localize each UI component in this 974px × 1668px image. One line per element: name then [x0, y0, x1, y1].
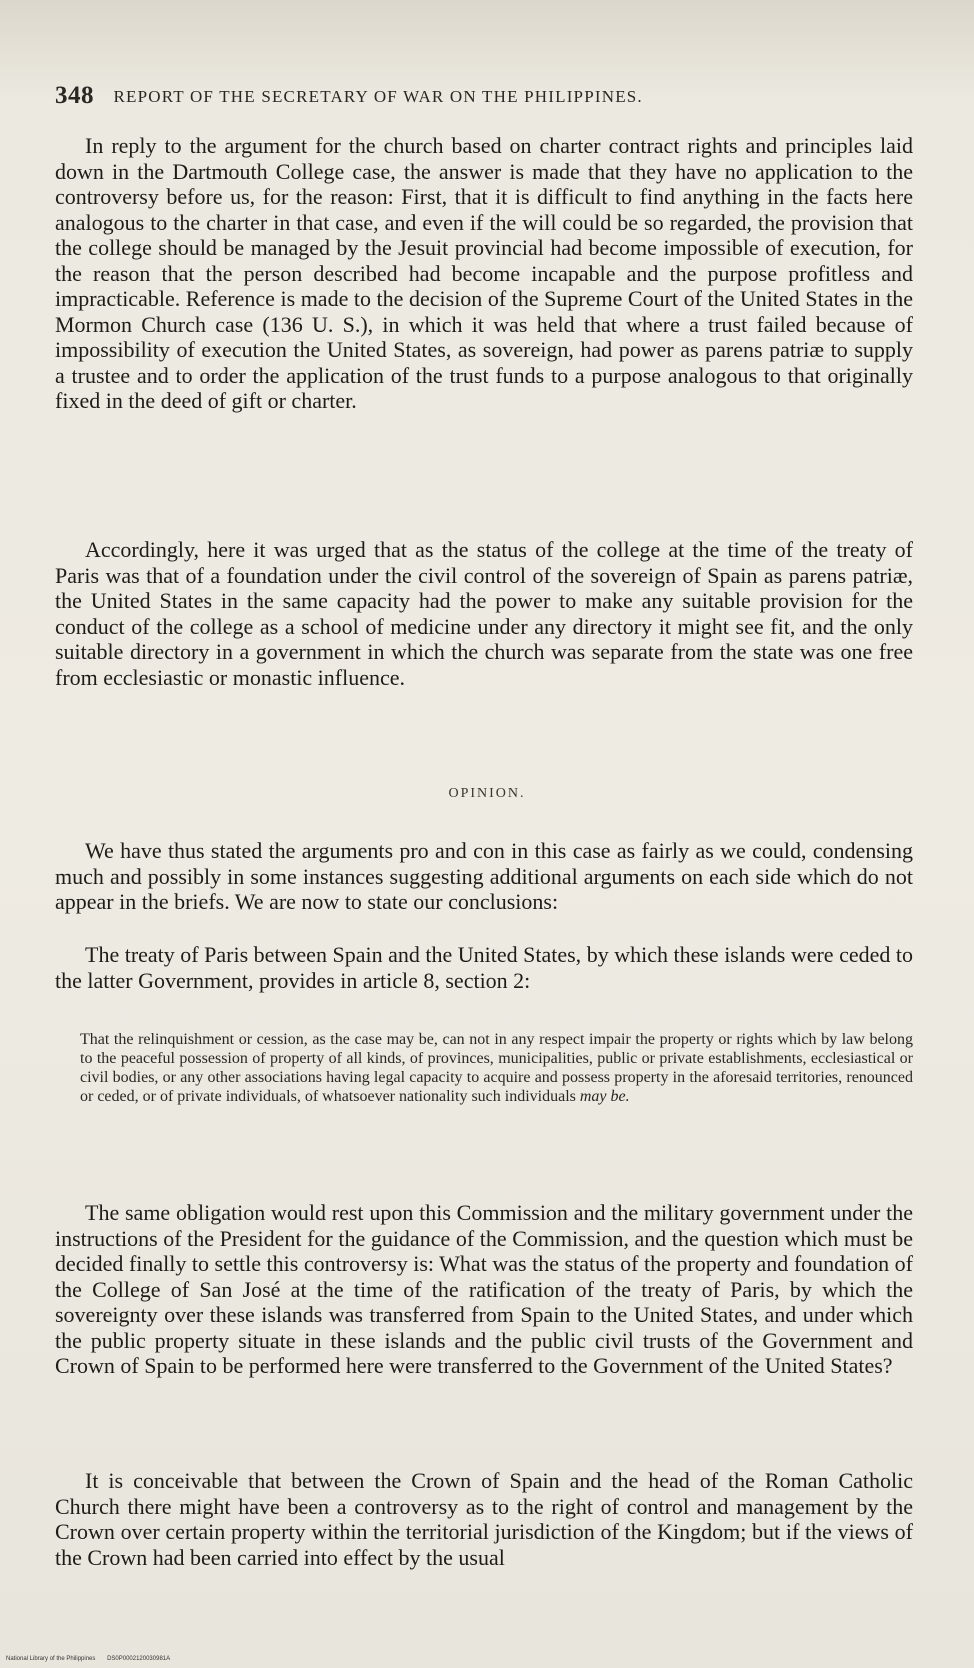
paragraph-block-4 [55, 942, 913, 993]
opinion-heading: OPINION. [448, 786, 526, 801]
paragraph-block-2 [55, 537, 913, 690]
running-title: REPORT OF THE SECRETARY OF WAR ON THE PHILIPPINES. [113, 87, 643, 106]
quotation-text: That the relinquishment or cession, as the case may be, can not in any respect impair the property or rights which by law belong to the peaceful possession of property of all kinds, of provinces, municipalities, public or private establishments, ecclesiastical or civil bodies, or any other associations having legal capacity to acquire and possess property in the aforesaid territories, renounced or ceded, or of private individuals, of whatsoever nationality such individuals [80, 1031, 913, 1105]
running-header [55, 82, 925, 110]
footer-code: DS0P0002120030981A [107, 1656, 171, 1662]
footer-library: National Library of the Philippines [6, 1656, 96, 1662]
page-number: 348 [55, 82, 94, 109]
paragraph-block-6 [55, 1468, 913, 1570]
quotation-closing: may be. [579, 1088, 630, 1105]
paragraph-same-obligation: The same obligation would rest upon this Commission and the military government under the instructions of the President for the guidance of the Commission, and the question which must be decided finally to settle this controversy is: What was the status of the property and foundation of the College of San José at the time of the ratification of the treaty of Paris, by which the sovereignty over these islands was transferred from Spain to the United States, and under which the public property situate in these islands and the public civil trusts of the Government and Crown of Spain to be performed here were transferred to the Government of the United States? [55, 1200, 913, 1378]
paragraph-charter-reply: In reply to the argument for the church based on charter contract rights and principles laid down in the Dartmouth College case, the answer is made that they have no application to the controversy before us, for the reason: First, that it is difficult to find anything in the facts here analogous to the charter in that case, and even if the will could be so regarded, the provision that the college should be managed by the Jesuit provincial had become impossible of execution, for the reason that the person described had become incapable and the purpose profitless and impracticable. Reference is made to the decision of the Supreme Court of the United States in the Mormon Church case (136 U. S.), in which it was held that where a trust failed because of impossibility of execution the United States, as sovereign, had power as parens patriæ to supply a trustee and to order the application of the trust funds to a purpose analogous to that originally fixed in the deed of gift or charter. [55, 133, 913, 413]
paragraph-accordingly: Accordingly, here it was urged that as the status of the college at the time of the treaty of Paris was that of a foundation under the civil control of the sovereign of Spain as parens patriæ, the United States in the same capacity had the power to make any suitable provision for the conduct of the college as a school of medicine under any directory it might see fit, and the only suitable directory in a government in which the church was separate from the state was one free from ecclesiastic or monastic influence. [55, 537, 913, 690]
paragraph-treaty-of-paris: The treaty of Paris between Spain and the United States, by which these islands were ceded to the latter Government, provides in article 8, section 2: [55, 942, 913, 993]
paragraph-conceivable: It is conceivable that between the Crown of Spain and the head of the Roman Catholic Church there might have been a controversy as to the right of control and management by the Crown over certain property within the territorial jurisdiction of the Kingdom; but if the views of the Crown had been carried into effect by the usual [55, 1468, 913, 1570]
paragraph-arguments-stated: We have thus stated the arguments pro and con in this case as fairly as we could, condensing much and possibly in some instances suggesting additional arguments on each side which do not appear in the briefs. We are now to state our conclusions: [55, 838, 913, 914]
scan-footer [6, 1656, 170, 1662]
paragraph-block-1 [55, 133, 913, 414]
treaty-quotation [80, 1030, 913, 1106]
paragraph-block-5 [55, 1200, 913, 1379]
paragraph-block-3 [55, 838, 913, 915]
